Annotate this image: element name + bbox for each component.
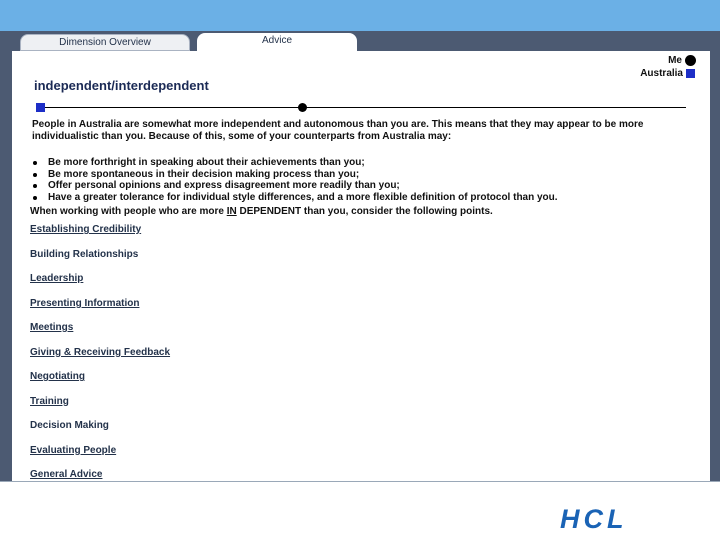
scale-line (36, 107, 686, 108)
working-before: When working with people who are more (30, 206, 227, 217)
link-giving-receiving-feedback[interactable]: Giving & Receiving Feedback (30, 346, 171, 358)
legend-country (596, 67, 696, 80)
working-after: DEPENDENT than you, consider the following points. (236, 206, 493, 217)
tab-dimension-overview[interactable]: Dimension Overview (20, 34, 190, 51)
hcl-logo-text: HCL (560, 507, 628, 531)
app-window (0, 31, 720, 481)
link-negotiating[interactable]: Negotiating (30, 371, 85, 382)
intro-text: People in Australia are somewhat more independent and autonomous than you are. This means that they may appear to be more individualistic than you. Because of this, some of your counterparts from Australia may: (32, 119, 644, 142)
country-scale-marker-icon (36, 103, 45, 112)
link-general-advice[interactable]: General Advice (30, 469, 103, 480)
link-leadership[interactable]: Leadership (30, 273, 84, 284)
legend-me (596, 54, 696, 67)
me-marker-icon (685, 55, 696, 66)
link-establishing-credibility[interactable]: Establishing Credibility (30, 224, 142, 235)
working-with-text (30, 206, 493, 217)
link-meetings[interactable]: Meetings (30, 322, 74, 333)
country-marker-icon (686, 69, 695, 78)
footer-divider (0, 481, 720, 482)
top-banner (0, 0, 720, 31)
link-presenting-information[interactable]: Presenting Information (30, 297, 140, 309)
working-emphasis: IN (226, 206, 237, 217)
advice-bullets (32, 157, 702, 203)
legend-me-label: Me (668, 55, 682, 66)
legend-country-label: Australia (640, 68, 683, 79)
link-building-relationships[interactable]: Building Relationships (30, 248, 139, 260)
page-title: independent/interdependent (34, 78, 209, 93)
tab-bar (0, 31, 720, 51)
advice-panel (12, 51, 710, 481)
list-item: Be more forthright in speaking about their achievements than you; (32, 157, 702, 169)
link-evaluating-people[interactable]: Evaluating People (30, 444, 117, 456)
tab-advice[interactable]: Advice (197, 33, 357, 51)
list-item: Have a greater tolerance for individual style differences, and a more flexible definition of protocol than you. (32, 192, 702, 204)
legend (596, 54, 696, 80)
list-item: Offer personal opinions and express disagreement more readily than you; (32, 180, 702, 192)
hcl-logo (560, 507, 706, 531)
me-scale-marker-icon (298, 103, 307, 112)
link-decision-making[interactable]: Decision Making (30, 420, 109, 431)
link-training[interactable]: Training (30, 395, 69, 407)
dimension-scale (36, 103, 686, 113)
list-item: Be more spontaneous in their decision making process than you; (32, 169, 702, 181)
topic-links (30, 224, 170, 494)
